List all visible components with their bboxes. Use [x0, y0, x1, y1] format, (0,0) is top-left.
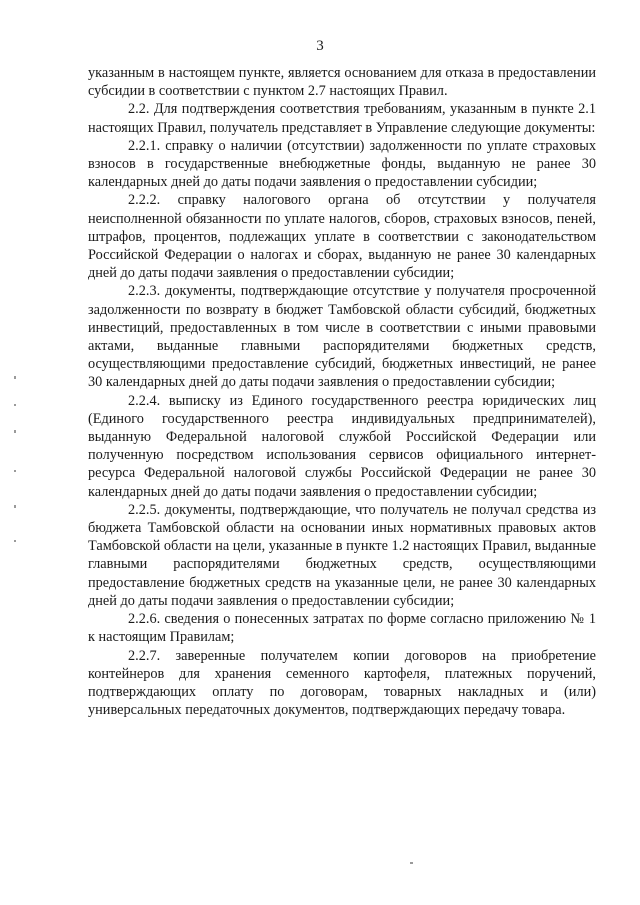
paragraph-2-2-2: 2.2.2. справку налогового органа об отсутствии у получателя неисполненной обязанности по уплате налогов, сборов, страховых взносов, пеней, штрафов, процентов, подлежащих уплате в соответствии с законодательством Российской Федерации о налогах и сборах, выданную не ранее 30 календарных дней до даты подачи заявления о предоставлении субсидии;	[88, 192, 596, 282]
scan-artifact	[14, 505, 16, 508]
paragraph-continuation: указанным в настоящем пункте, является основанием для отказа в предоставлении субсидии в соответствии с пунктом 2.7 настоящих Правил.	[88, 65, 596, 100]
scan-artifact	[14, 376, 16, 379]
paragraph-2-2-1: 2.2.1. справку о наличии (отсутствии) задолженности по уплате страховых взносов в государственные внебюджетные фонды, выданную не ранее 30 календарных дней до даты подачи заявления о предоставлении субсидии;	[88, 137, 596, 191]
paragraph-2-2: 2.2. Для подтверждения соответствия требованиям, указанным в пункте 2.1 настоящих Правил, получатель представляет в Управление следующие документы:	[88, 101, 596, 136]
scan-artifact	[410, 862, 413, 864]
scan-artifact	[14, 430, 16, 433]
paragraph-2-2-5: 2.2.5. документы, подтверждающие, что получатель не получал средства из бюджета Тамбовской области на основании иных нормативных правовых актов Тамбовской области на цели, указанные в пункте 1.2 настоящих Правил, выданные главными распорядителями бюджетных средств, осуществляющими предоставление бюджетных средств на указанные цели, не ранее 30 календарных дней до даты подачи заявления о предоставлении субсидии;	[88, 501, 596, 609]
page-number: 3	[316, 38, 324, 54]
paragraph-2-2-7: 2.2.7. заверенные получателем копии договоров на приобретение контейнеров для хранения семенного картофеля, платежных поручений, подтверждающих оплату по договорам, товарных накладных и (или) универсальных передаточных документов, подтверждающих передачу товара.	[88, 647, 596, 719]
paragraph-2-2-4: 2.2.4. выписку из Единого государственного реестра юридических лиц (Единого государственного реестра индивидуальных предпринимателей), выданную Федеральной налоговой службой Российской Федерации или полученную посредством использования сервисов официального интернет-ресурса Федеральной налоговой службы Российской Федерации не ранее 30 календарных дней до даты подачи заявления о предоставлении субсидии;	[88, 392, 596, 500]
scan-artifact	[14, 470, 16, 472]
scan-artifact	[14, 540, 16, 542]
scan-artifact	[14, 404, 16, 406]
paragraph-2-2-6: 2.2.6. сведения о понесенных затратах по форме согласно приложению № 1 к настоящим Правилам;	[88, 611, 596, 646]
paragraph-2-2-3: 2.2.3. документы, подтверждающие отсутствие у получателя просроченной задолженности по возврату в бюджет Тамбовской области субсидий, бюджетных инвестиций, предоставленных в том числе в соответствии с иными правовыми актами, выданные главными распорядителями бюджетных средств, осуществляющими предоставление субсидий, бюджетных инвестиций, не ранее 30 календарных дней до даты подачи заявления о предоставлении субсидии;	[88, 283, 596, 391]
document-body	[88, 64, 596, 719]
